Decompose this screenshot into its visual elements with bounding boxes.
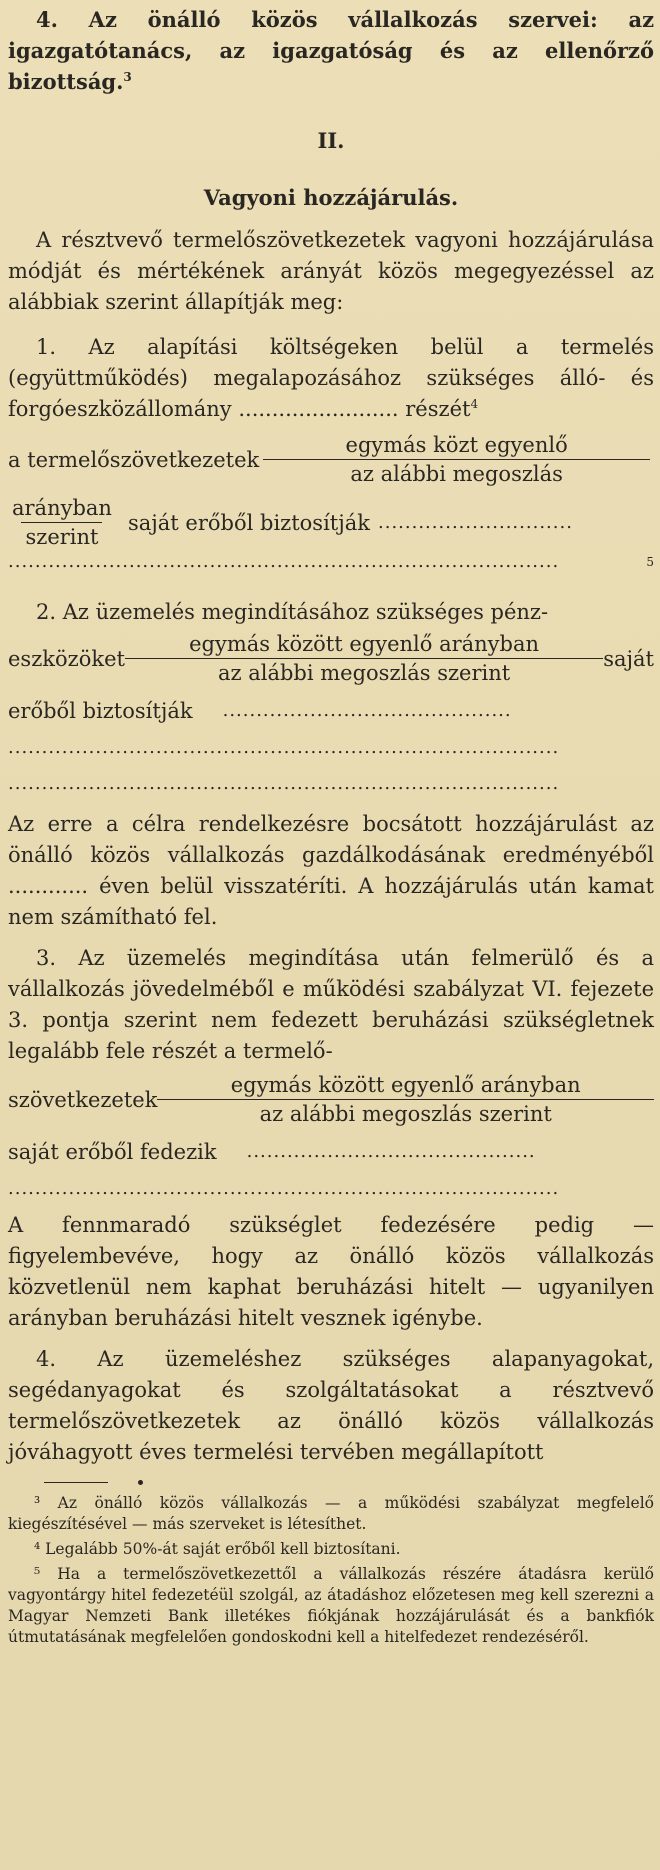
point-3-frac-denominator: az alábbi megoszlás szerint	[157, 1099, 654, 1128]
point-1-dots: ........................	[238, 397, 399, 421]
point-1-dots-3: ..................................................................................	[8, 551, 560, 572]
point-1-frac-numerator: egymás közt egyenlő	[345, 433, 568, 457]
point-1-frac2-numerator: arányban	[12, 496, 112, 520]
point-1-frac2-denominator: szerint	[21, 522, 102, 551]
point-1-tail: részét	[405, 397, 471, 421]
separator-dot	[138, 1480, 143, 1485]
point-3-dots-2: ..................................................................................	[8, 1178, 560, 1199]
point-2-after-row	[8, 699, 654, 723]
point-3-frac-numerator: egymás között egyenlő arányban	[230, 1073, 581, 1097]
intro-paragraph: A résztvevő termelőszövetkezetek vagyoni hozzájárulása módját és mértékének arányát közös megegyezéssel az alábbiak szerint állapítják meg:	[8, 228, 654, 314]
point-1-text: 1. Az alapítási költségeken belül a termelés (együttműködés) megalapozásához szükséges álló- és forgóeszközállomány	[8, 335, 654, 421]
point-2-frac-lead: eszközöket	[8, 646, 125, 671]
point-2-paragraph: 2. Az üzemelés megindításához szükséges pénz-	[36, 600, 549, 624]
point-2-frac-numerator: egymás között egyenlő arányban	[189, 632, 540, 656]
point-1-frac-lead: a termelőszövetkezetek	[8, 447, 260, 472]
point-1-after: saját erőből biztosítják	[127, 510, 370, 535]
section-4-paragraph	[8, 4, 654, 97]
footnote-ref-4: 4	[470, 397, 479, 411]
point-3-paragraph: 3. Az üzemelés megindítása után felmerülő és a vállalkozás jövedelméből e működési szabályzat VI. fejezete 3. pontja szerint nem fedezett beruházási szükségletnek legalább fele részét a termelő-	[8, 946, 654, 1063]
footnote-4: ⁴ Legalább 50%-át saját erőből kell biztosítani.	[34, 1540, 401, 1558]
point-1-dots-2: .............................	[378, 511, 573, 533]
point-1-fraction-row-2	[8, 494, 654, 551]
point-2-frac-denominator: az alábbi megoszlás szerint	[125, 658, 603, 687]
point-3-frac-lead: szövetkezetek	[8, 1087, 158, 1112]
point-4-paragraph: 4. Az üzemeléshez szükséges alapanyagokat, segédanyagokat és szolgáltatásokat a résztvevő termelőszövetkezetek az önálló közös vállalkozás jóváhagyott éves termelési tervében megállapított	[8, 1347, 654, 1464]
point-2-after: erőből biztosítják	[8, 699, 193, 723]
point-3-fraction-row	[8, 1071, 654, 1128]
point-2-dots: ...........................................	[222, 700, 512, 721]
point-1-paragraph	[8, 332, 654, 425]
point-3-continuation: A fennmaradó szükséglet fedezésére pedig — figyelembevéve, hogy az önálló közös vállalkozás közvetlenül nem kaphat beruházási hitelt — ugyanilyen arányban beruházási hitelt vesznek igénybe.	[8, 1213, 654, 1330]
point-3-after-row	[8, 1140, 654, 1164]
point-1-frac-denominator: az alábbi megoszlás	[263, 459, 650, 488]
footnote-ref-3: 3	[123, 70, 132, 84]
point-1-fraction-2	[8, 494, 116, 551]
point-2-continuation: Az erre a célra rendelkezésre bocsátott hozzájárulást az önálló közös vállalkozás gazdálkodásának eredményéből ............ éven belül visszatéríti. A hozzájárulás után kamat nem számítható fel.	[8, 812, 654, 929]
point-1-dots-row: .................................................................................. 5	[8, 551, 654, 572]
point-2-frac-tail: saját	[603, 646, 654, 671]
footnote-5: ⁵ Ha a termelőszövetkezettől a vállalkozás részére átadásra kerülő vagyontárgy hitel fedezetéül szolgál, az átadáshoz előzetesen meg kell szerezni a Magyar Nemzeti Bank illetékes fiókjának hozzájárulását és a bankfiók útmutatásának megfelelően gondoskodni kell a hitelfedezet rendezéséről.	[8, 1565, 654, 1646]
footnote-3: ³ Az önálló közös vállalkozás — a működési szabályzat megfelelő kiegészítésével — más szerveket is létesíthet.	[8, 1494, 654, 1533]
point-2-fraction	[125, 630, 603, 687]
point-2-dots-2: ..................................................................................	[8, 737, 560, 758]
footnote-separator	[8, 1480, 654, 1485]
point-3-fraction	[157, 1071, 654, 1128]
point-1-fraction-row	[8, 431, 654, 488]
point-1-fraction	[263, 431, 650, 488]
point-3-dots: ...........................................	[246, 1141, 536, 1162]
point-3-after: saját erőből fedezik	[8, 1140, 217, 1164]
chapter-roman: II.	[317, 128, 345, 153]
chapter-title: Vagyoni hozzájárulás.	[203, 185, 459, 210]
section-4-text: 4. Az önálló közös vállalkozás szervei: az igazgatótanács, az igazgatóság és az ellenőrző bizottság.	[8, 7, 654, 94]
separator-rule	[44, 1482, 108, 1483]
point-2-fraction-row	[8, 630, 654, 687]
point-2-dots-3: ..................................................................................	[8, 773, 560, 794]
